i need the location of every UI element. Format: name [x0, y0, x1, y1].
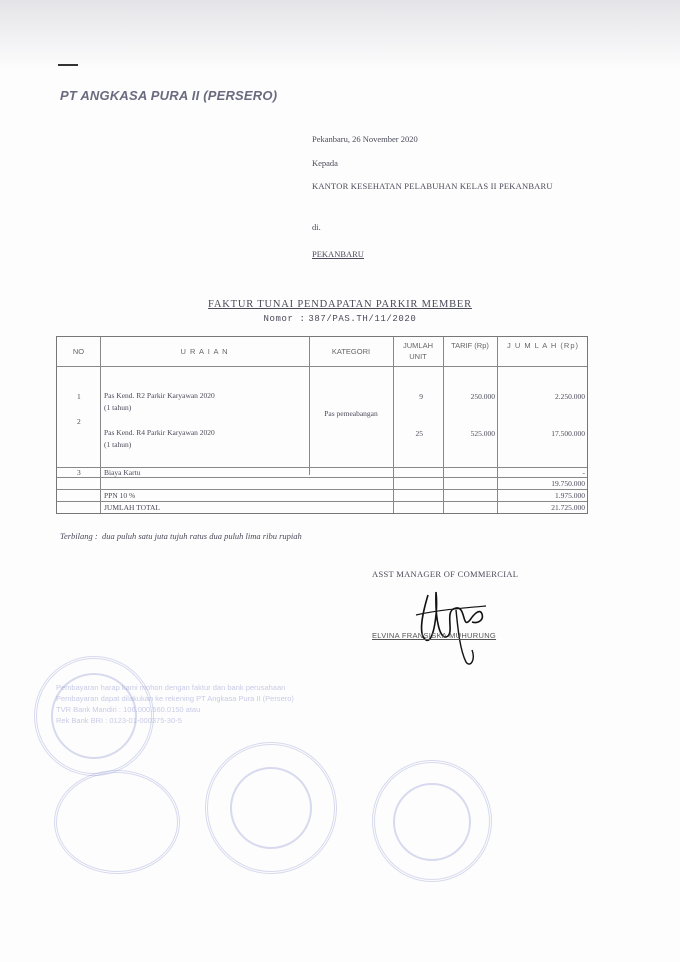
signatory-title: ASST MANAGER OF COMMERCIAL	[372, 569, 519, 579]
invoice-title: FAKTUR TUNAI PENDAPATAN PARKIR MEMBER	[208, 299, 472, 310]
row2-tarif: 525.000	[470, 429, 495, 438]
invoice-number-value: 387/PAS.TH/11/2020	[308, 314, 417, 324]
row3-no: 3	[77, 468, 81, 477]
header-uraian: U R A I A N	[180, 347, 229, 356]
official-stamp-3	[372, 760, 492, 882]
header-jumlah-unit: JUMLAH UNIT	[402, 341, 433, 361]
recipient-name: KANTOR KESEHATAN PELABUHAN KELAS II PEKANBARU	[312, 181, 553, 191]
row1-tarif: 250.000	[470, 392, 495, 401]
official-stamp-1	[34, 656, 154, 776]
header-jumlah: J U M L A H (Rp)	[507, 341, 579, 350]
row1-sub: (1 tahun)	[104, 403, 132, 412]
row2-uraian: Pas Kend. R4 Parkir Karyawan 2020	[104, 428, 215, 437]
subtotal-value: 19.750.000	[551, 479, 585, 488]
row2-sub: (1 tahun)	[104, 440, 132, 449]
recipient-city: PEKANBARU	[312, 249, 364, 259]
payment-note-line1: Pembayaran harap kami mohon dengan faktur dan bank perusahaan	[56, 683, 286, 692]
scan-mark	[58, 64, 78, 66]
header-no: NO	[72, 347, 85, 356]
terbilang-text: dua puluh satu juta tujuh ratus dua puluh lima ribu rupiah	[101, 531, 302, 541]
total-label: JUMLAH TOTAL	[104, 503, 160, 512]
signature-drawing	[408, 580, 508, 670]
kategori-value: Pas pemeabangan	[324, 409, 378, 418]
company-letterhead: PT ANGKASA PURA II (PERSERO)	[60, 88, 278, 103]
official-stamp-2	[205, 742, 337, 874]
signatory-name: ELVINA FRANSISKA MUHURUNG	[372, 631, 497, 640]
signature-mark	[408, 580, 508, 670]
terbilang: Terbilang : dua puluh satu juta tujuh ratus dua puluh lima ribu rupiah	[60, 531, 302, 541]
row3-jumlah: -	[582, 468, 585, 477]
place-date: Pekanbaru, 26 November 2020	[312, 134, 418, 144]
di-label: di.	[312, 222, 321, 232]
row1-unit: 9	[419, 392, 423, 401]
ppn-value: 1.975.000	[555, 491, 585, 500]
row2-jumlah: 17.500.000	[551, 429, 585, 438]
payment-note-line3: TVR Bank Mandiri : 106.000.560.0150 atau	[56, 705, 201, 714]
terbilang-label: Terbilang	[60, 531, 93, 541]
header-kategori: KATEGORI	[331, 347, 371, 356]
scan-shadow	[0, 0, 680, 70]
payment-note-line4: Rek Bank BRI : 0123-01-000375-30-5	[56, 716, 182, 725]
invoice-table	[56, 336, 588, 514]
ppn-label: PPN 10 %	[104, 491, 136, 500]
invoice-number	[0, 313, 680, 324]
kepada-label: Kepada	[312, 158, 338, 168]
invoice-number-label: Nomor :	[263, 314, 306, 324]
row2-no: 2	[77, 417, 81, 426]
row1-jumlah: 2.250.000	[555, 392, 585, 401]
official-stamp-1b	[54, 770, 180, 874]
row1-uraian: Pas Kend. R2 Parkir Karyawan 2020	[104, 391, 215, 400]
header-tarif: TARIF (Rp)	[451, 341, 489, 350]
payment-note-line2: Pembayaran dapat dilakukan ke rekening PT Angkasa Pura II (Persero)	[56, 694, 294, 703]
total-value: 21.725.000	[551, 503, 585, 512]
row1-no: 1	[77, 392, 81, 401]
row2-unit: 25	[415, 429, 423, 438]
row3-uraian: Biaya Kartu	[104, 468, 141, 477]
